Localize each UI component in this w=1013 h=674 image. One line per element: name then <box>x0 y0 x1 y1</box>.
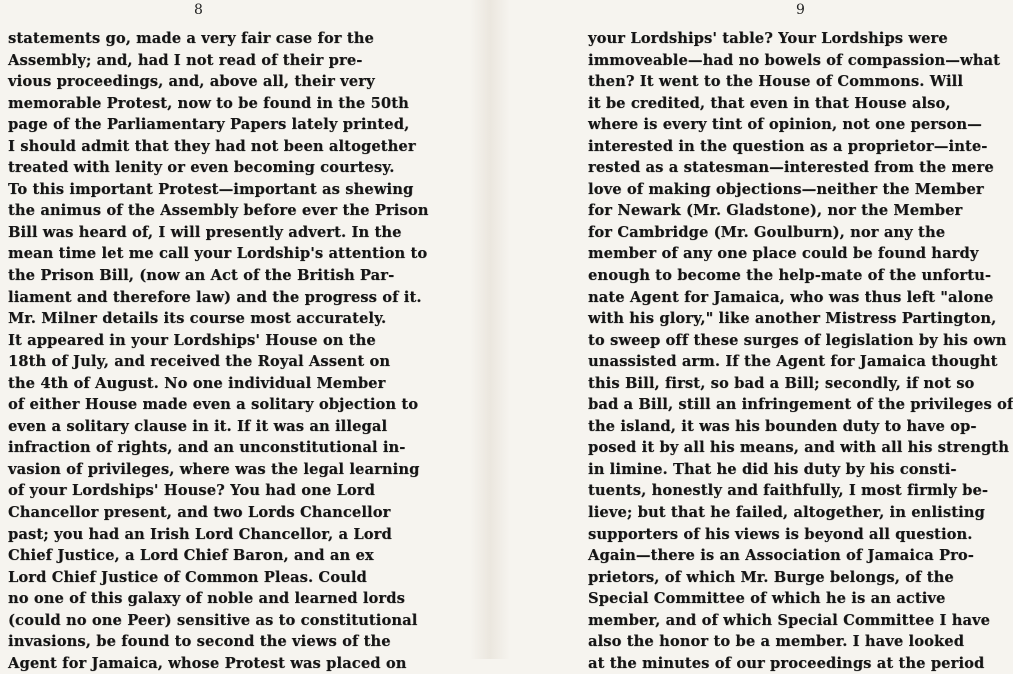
text-line: Again—there is an Association of Jamaica Pro- <box>588 547 975 565</box>
text-line: 18th of July, and received the Royal Assent on <box>8 353 391 371</box>
text-line: Mr. Milner details its course most accurately. <box>8 310 387 328</box>
text-line: this Bill, first, so bad a Bill; secondly, if not so <box>588 374 975 392</box>
text-line: in limine. That he did his duty by his consti- <box>588 460 957 478</box>
text-line: interested in the question as a proprietor—inte- <box>588 137 988 155</box>
text-line: with his glory," like another Mistress Partington, <box>588 310 997 328</box>
text-line: even a solitary clause in it. If it was an illegal <box>8 417 388 435</box>
text-line: no one of this galaxy of noble and learned lords <box>8 590 405 608</box>
text-line: lieve; but that he failed, altogether, in enlisting <box>588 504 985 522</box>
text-block <box>8 28 462 674</box>
text-line: the Prison Bill, (now an Act of the British Par- <box>8 267 395 285</box>
text-line: To this important Protest—important as shewing <box>8 180 414 198</box>
text-line: Agent for Jamaica, whose Protest was placed on <box>8 654 407 672</box>
text-line: at the minutes of our proceedings at the period <box>588 654 985 672</box>
text-line: member, and of which Special Committee I have <box>588 611 991 629</box>
text-line: Chancellor present, and two Lords Chancellor <box>8 504 391 522</box>
text-line: Assembly; and, had I not read of their pre- <box>8 51 363 69</box>
text-line: then? It went to the House of Commons. Will <box>588 73 964 91</box>
text-line: Lord Chief Justice of Common Pleas. Could <box>8 568 367 586</box>
text-line: tuents, honestly and faithfully, I most firmly be- <box>588 482 989 500</box>
text-line: member of any one place could be found hardy <box>588 245 979 263</box>
text-block <box>588 28 1013 674</box>
text-line: of either House made even a solitary objection to <box>8 396 419 414</box>
text-line: vasion of privileges, where was the legal learning <box>8 460 420 478</box>
text-line: (could no one Peer) sensitive as to constitutional <box>8 611 418 629</box>
text-line: enough to become the help-mate of the unfortu- <box>588 267 992 285</box>
text-line: memorable Protest, now to be found in the 50th <box>8 94 409 112</box>
text-line: love of making objections—neither the Member <box>588 180 984 198</box>
text-line: treated with lenity or even becoming courtesy. <box>8 159 395 177</box>
text-line: It appeared in your Lordships' House on the <box>8 331 376 349</box>
book-gutter <box>470 0 510 659</box>
page-number: 8 <box>194 2 203 18</box>
text-line: invasions, be found to second the views of the <box>8 633 391 651</box>
text-line: posed it by all his means, and with all his strength <box>588 439 1009 457</box>
text-line: supporters of his views is beyond all question. <box>588 525 973 543</box>
text-line: the animus of the Assembly before ever the Prison <box>8 202 429 220</box>
text-line: nate Agent for Jamaica, who was thus left "alone <box>588 288 994 306</box>
text-line: immoveable—had no bowels of compassion—what <box>588 51 1000 69</box>
text-line: Chief Justice, a Lord Chief Baron, and an ex <box>8 547 374 565</box>
text-line: I should admit that they had not been altogether <box>8 137 416 155</box>
text-line: Special Committee of which he is an active <box>588 590 946 608</box>
text-line: vious proceedings, and, above all, their very <box>8 73 375 91</box>
text-line: your Lordships' table? Your Lordships were <box>588 30 948 47</box>
text-line: infraction of rights, and an unconstitutional in- <box>8 439 406 457</box>
text-line: of your Lordships' House? You had one Lord <box>8 482 376 500</box>
text-line: where is every tint of opinion, not one person— <box>588 116 982 134</box>
text-line: prietors, of which Mr. Burge belongs, of the <box>588 568 954 586</box>
text-line: unassisted arm. If the Agent for Jamaica thought <box>588 353 998 371</box>
text-line: mean time let me call your Lordship's attention to <box>8 245 428 263</box>
text-line: the island, it was his bounden duty to have op- <box>588 417 977 435</box>
page-number: 9 <box>796 2 805 18</box>
text-line: past; you had an Irish Lord Chancellor, a Lord <box>8 525 392 543</box>
text-line: Bill was heard of, I will presently advert. In the <box>8 223 402 241</box>
left-page <box>0 0 470 672</box>
text-line: for Newark (Mr. Gladstone), nor the Member <box>588 202 963 220</box>
text-line: statements go, made a very fair case for the <box>8 30 374 47</box>
text-line: bad a Bill, still an infringement of the privileges of <box>588 396 1013 414</box>
text-line: it be credited, that even in that House also, <box>588 94 951 112</box>
text-line: to sweep off these surges of legislation by his own <box>588 331 1007 349</box>
text-line: for Cambridge (Mr. Goulburn), nor any the <box>588 223 946 241</box>
text-line: liament and therefore law) and the progress of it. <box>8 288 422 306</box>
text-line: rested as a statesman—interested from the mere <box>588 159 994 177</box>
text-line: also the honor to be a member. I have looked <box>588 633 965 651</box>
text-line: page of the Parliamentary Papers lately printed, <box>8 116 410 134</box>
text-line: the 4th of August. No one individual Member <box>8 374 386 392</box>
right-page <box>510 0 1013 672</box>
